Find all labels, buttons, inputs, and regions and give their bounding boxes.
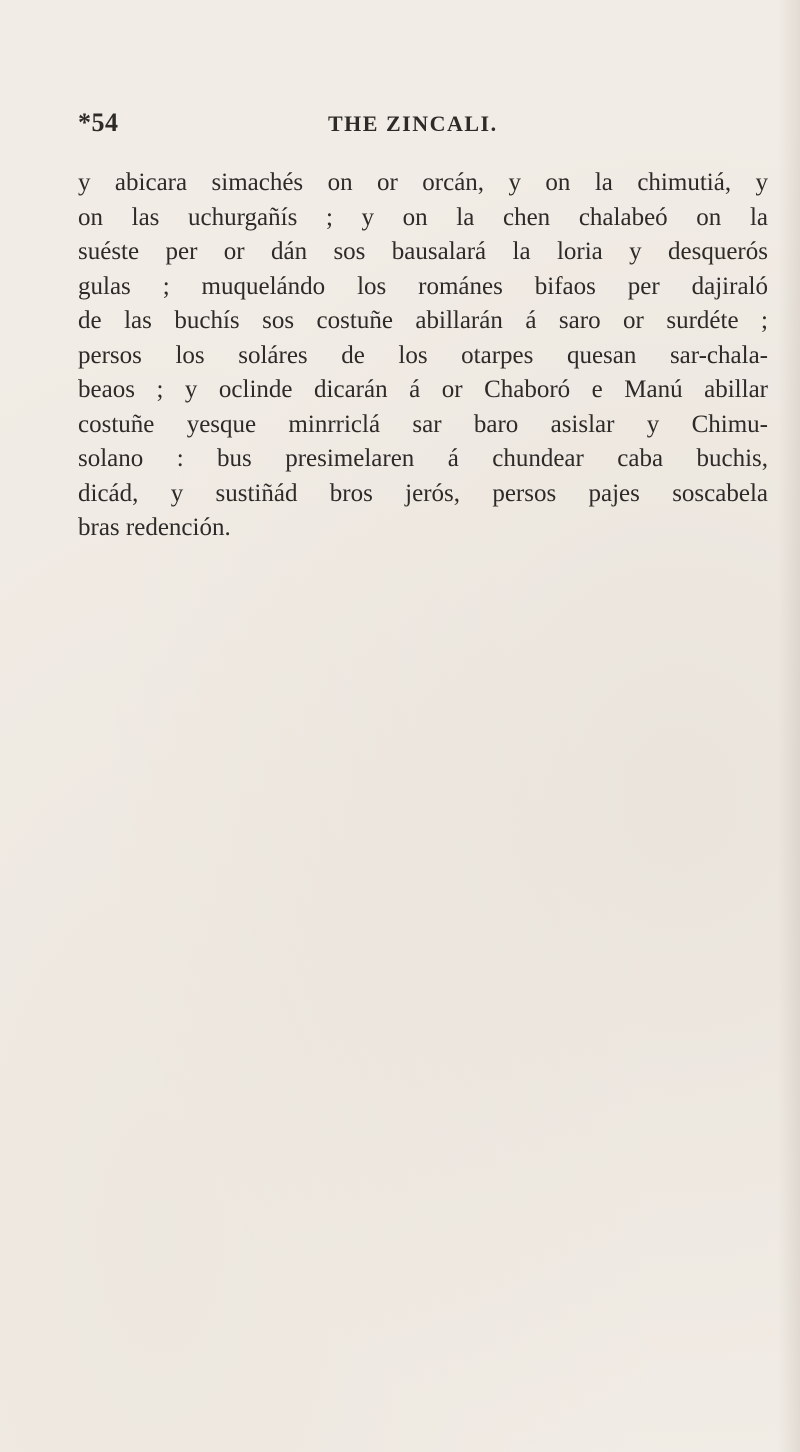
text-line: de las buchís sos costuñe abillarán á saro or surdéte ; <box>78 307 768 334</box>
text-line: y abicara simachés on or orcán, y on la chimutiá, y <box>78 169 768 196</box>
text-line-last: bras redención. <box>78 514 231 541</box>
body-paragraph <box>78 166 768 546</box>
text-line: on las uchurgañís ; y on la chen chalabeó on la <box>78 203 768 231</box>
text-line: gulas ; muquelándo los románes bifaos per dajiraló <box>78 272 768 300</box>
text-line: dicád, y sustiñád bros jerós, persos pajes soscabela <box>78 479 768 507</box>
page-number: *54 <box>78 108 119 137</box>
running-title: THE ZINCALI. <box>328 111 498 136</box>
text-line: solano : bus presimelaren á chundear caba buchis, <box>78 445 768 472</box>
text-line: suéste per or dán sos bausalará la loria y desquerós <box>78 238 768 265</box>
text-line: persos los soláres de los otarpes quesan sar-chala- <box>78 341 768 369</box>
text-line: beaos ; y oclinde dicarán á or Chaboró e Manú abillar <box>78 376 768 403</box>
text-line: costuñe yesque minrriclá sar baro asislar y Chimu- <box>78 410 768 438</box>
page-edge-shadow <box>778 0 800 1452</box>
running-head <box>78 108 768 148</box>
